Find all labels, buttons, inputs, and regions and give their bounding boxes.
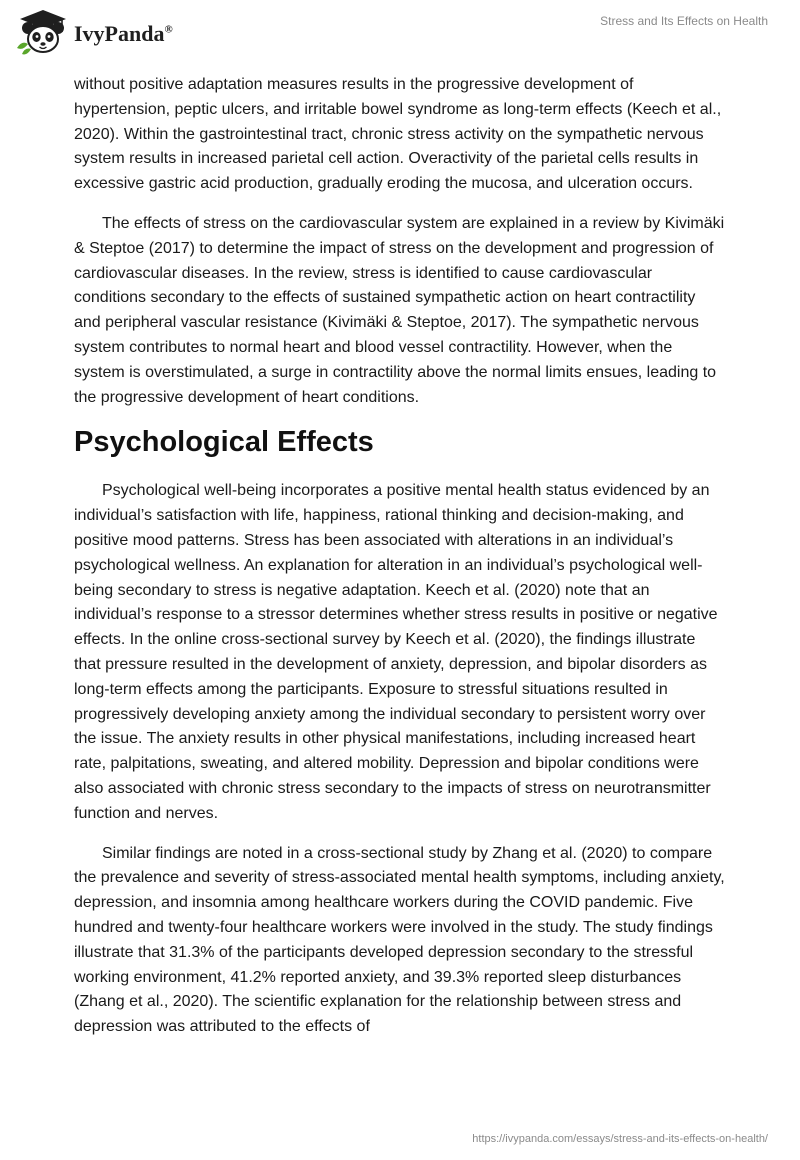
essay-content	[74, 73, 726, 1040]
paragraph: Psychological well-being incorporates a positive mental health status evidenced by an individual’s satisfaction with life, happiness, rational thinking and decision-making, and positive mood patterns. Stress has been associated with alterations in an individual’s psychological wellness. An explanation for alteration in an individual’s psychological well-being secondary to stress is negative adaptation. Keech et al. (2020) note that an individual’s response to a stressor determines whether stress results in positive or negative effects. In the online cross-sectional survey by Keech et al. (2020), the findings illustrate that pressure resulted in the development of anxiety, depression, and bipolar disorders as long-term effects among the participants. Exposure to stressful situations resulted in progressively developing anxiety among the individual secondary to persistent worry over the issue. The anxiety results in other physical manifestations, including increased heart rate, palpitations, sweating, and altered mobility. Depression and bipolar conditions were also associated with chronic stress secondary to the impacts of stress on neurotransmitter function and nerves.	[74, 482, 718, 822]
panda-logo-icon	[14, 8, 72, 58]
source-url[interactable]: https://ivypanda.com/essays/stress-and-its-effects-on-health/	[472, 1133, 768, 1145]
paragraph: The effects of stress on the cardiovascular system are explained in a review by Kivimäki & Steptoe (2017) to determine the impact of stress on the development and progression of cardiovascular diseases. In the review, stress is identified to cause cardiovascular conditions secondary to the effects of sustained sympathetic action on heart contractility and peripheral vascular resistance (Kivimäki & Steptoe, 2017). The sympathetic nervous system contributes to normal heart and blood vessel contractility. However, when the system is overstimulated, a surge in contractility above the normal limits ensues, leading to the progressive development of heart conditions.	[74, 214, 725, 406]
page-header	[0, 0, 800, 70]
paragraph: without positive adaptation measures results in the progressive development of hypertension, peptic ulcers, and irritable bowel syndrome as long-term effects (Keech et al., 2020). Within the gastrointestinal tract, chronic stress activity on the sympathetic nervous system results in increased parietal cell action. Overactivity of the parietal cells results in excessive gastric acid production, gradually eroding the mucosa, and ulceration occurs.	[74, 76, 722, 193]
brand-logo[interactable]	[14, 8, 173, 58]
brand-name: IvyPanda®	[74, 21, 173, 46]
section-heading: Psychological Effects	[74, 426, 374, 459]
paragraph: Similar findings are noted in a cross-sectional study by Zhang et al. (2020) to compare the prevalence and severity of stress-associated mental health symptoms, including anxiety, depression, and insomnia among healthcare workers during the COVID pandemic. Five hundred and twenty-four healthcare workers were involved in the study. The study findings illustrate that 31.3% of the participants developed depression secondary to the stressful working environment, 41.2% reported anxiety, and 39.3% reported sleep disturbances (Zhang et al., 2020). The scientific explanation for the relationship between stress and depression was attributed to the effects of	[74, 844, 725, 1036]
document-title: Stress and Its Effects on Health	[600, 14, 768, 28]
